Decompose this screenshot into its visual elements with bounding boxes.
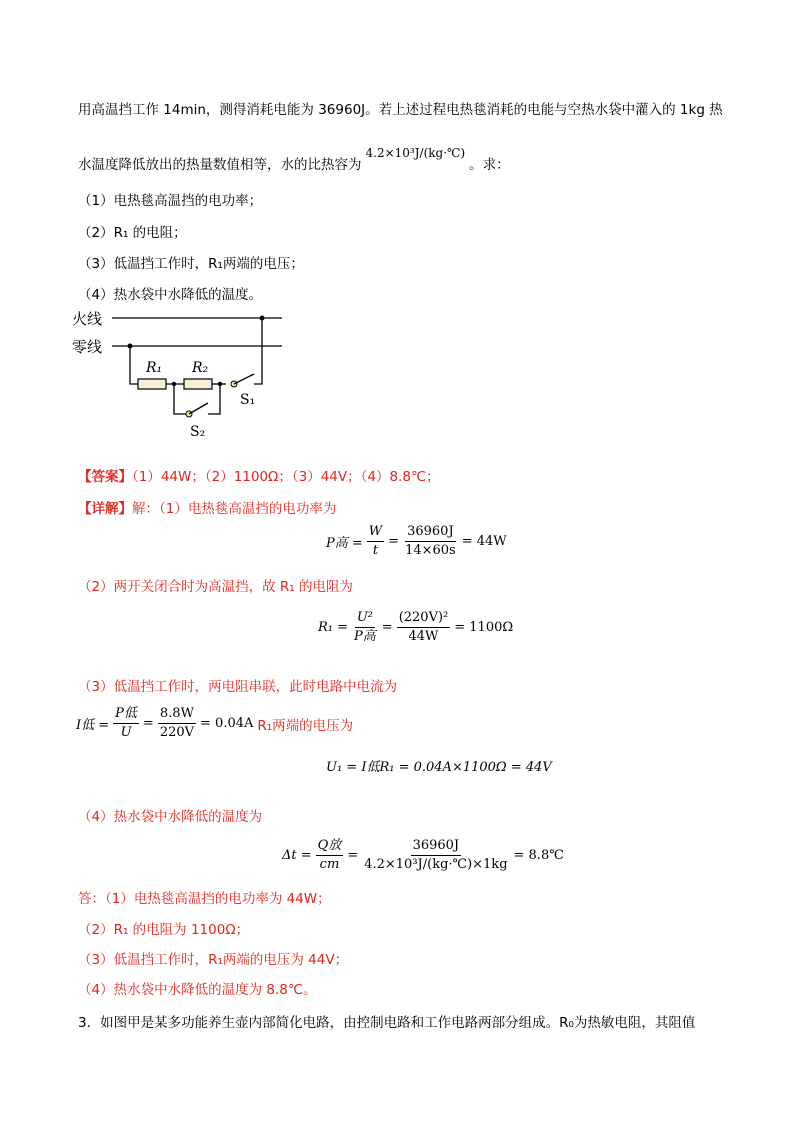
eq-u-line: U₁ = I低R₁ = 0.04A×1100Ω = 44V xyxy=(326,760,552,775)
neutral-wire-label: 零线 xyxy=(72,338,103,356)
eq-r-lhs: R₁ = xyxy=(318,620,349,635)
answer-text: （1）44W；（2）1100Ω；（3）44V；（4）8.8℃； xyxy=(132,469,440,485)
label-s2: S₂ xyxy=(190,424,206,440)
eq-r-eq: = xyxy=(381,620,393,635)
eq-t-frac2 xyxy=(362,838,509,873)
resistor-r2 xyxy=(184,379,212,389)
answer-tag: 【答案】 xyxy=(78,469,132,485)
eq-t-eq: = xyxy=(347,848,359,863)
wire-left xyxy=(130,346,138,384)
eq-p-result: = 44W xyxy=(461,534,507,549)
question-1: （1）电热毯高温挡的电功率； xyxy=(78,193,263,209)
eq-i-num2: 8.8W xyxy=(158,706,196,724)
eq-r-result: = 1100Ω xyxy=(454,620,514,635)
eq-t-den2: 4.2×10³J/(kg·℃)×1kg xyxy=(364,857,508,872)
label-r2: R₂ xyxy=(192,360,209,376)
conclusion-1: 答：（1）电热毯高温挡的电功率为 44W； xyxy=(78,891,331,907)
eq-i-eq: = xyxy=(142,716,154,731)
equation-current xyxy=(76,706,353,741)
switch-s1-blade xyxy=(234,374,254,384)
eq-i-den1: U xyxy=(120,725,132,740)
detail-intro: 解：（1）电热毯高温挡的电功率为 xyxy=(132,501,337,517)
detail-line xyxy=(78,500,336,518)
eq-t-num2: 36960J xyxy=(411,838,462,856)
conclusion-4: （4）热水袋中水降低的温度为 8.8℃。 xyxy=(78,982,317,998)
eq-i-frac2 xyxy=(158,706,196,741)
intro-line-2-prefix: 水温度降低放出的热量数值相等，水的比热容为 xyxy=(78,157,362,173)
detail-step-3b: R₁两端的电压为 xyxy=(257,717,354,734)
eq-r-den2: 44W xyxy=(408,629,439,644)
eq-i-den2: 220V xyxy=(159,725,195,740)
eq-t-den1: cm xyxy=(319,857,340,872)
next-problem: 3．如图甲是某多功能养生壶内部简化电路，由控制电路和工作电路两部分组成。R₀为热敏电阻，其阻值 xyxy=(78,1015,696,1031)
eq-r-frac2 xyxy=(397,610,451,645)
eq-i-frac1 xyxy=(113,706,139,741)
label-s1: S₁ xyxy=(240,392,256,408)
eq-p-num1: W xyxy=(367,524,384,542)
detail-step-3: （3）低温挡工作时，两电阻串联，此时电路中电流为 xyxy=(78,679,398,695)
eq-p-den2: 14×60s xyxy=(405,543,456,558)
specific-heat-formula: 4.2×10³J/(kg·℃) xyxy=(365,146,466,160)
question-3: （3）低温挡工作时，R₁两端的电压； xyxy=(78,256,304,272)
conclusion-2: （2）R₁ 的电阻为 1100Ω； xyxy=(78,922,250,938)
label-r1: R₁ xyxy=(146,360,163,376)
equation-power xyxy=(326,524,507,559)
eq-r-den1: P高 xyxy=(354,629,376,644)
wire-right xyxy=(254,318,262,384)
equation-voltage xyxy=(326,756,552,775)
eq-p-den1: t xyxy=(372,543,379,558)
eq-p-frac1 xyxy=(367,524,384,559)
equation-resistance xyxy=(318,610,513,645)
eq-i-num1: P低 xyxy=(113,706,139,724)
eq-p-frac2 xyxy=(403,524,458,559)
eq-i-result: = 0.04A xyxy=(200,716,254,731)
switch-s2-blade xyxy=(189,403,208,414)
eq-p-num2: 36960J xyxy=(405,524,456,542)
intro-line-2 xyxy=(78,146,510,174)
eq-t-result: = 8.8℃ xyxy=(513,848,564,863)
eq-r-frac1 xyxy=(352,610,378,645)
eq-t-lhs: Δt = xyxy=(282,848,312,863)
circuit-diagram xyxy=(68,302,308,452)
eq-p-eq: = xyxy=(388,534,400,549)
eq-t-num1: Q放 xyxy=(316,838,344,856)
eq-i-lhs: I低 = xyxy=(76,718,110,733)
question-2: （2）R₁ 的电阻； xyxy=(78,225,187,241)
eq-r-num2: (220V)² xyxy=(397,610,451,628)
eq-p-lhs: P高 = xyxy=(326,536,363,551)
resistor-r1 xyxy=(138,379,166,389)
detail-tag: 【详解】 xyxy=(78,501,132,517)
equation-temperature xyxy=(282,838,564,873)
live-wire-label: 火线 xyxy=(72,310,103,328)
eq-r-num1: U² xyxy=(355,610,375,628)
eq-t-frac1 xyxy=(316,838,344,873)
conclusion-3: （3）低温挡工作时，R₁两端的电压为 44V； xyxy=(78,952,349,968)
question-4: （4）热水袋中水降低的温度。 xyxy=(78,287,263,303)
intro-line-1: 用高温挡工作 14min，测得消耗电能为 36960J。若上述过程电热毯消耗的电能与空热水袋中灌入的 1kg 热 xyxy=(78,102,723,118)
detail-step-2: （2）两开关闭合时为高温挡，故 R₁ 的电阻为 xyxy=(78,579,353,595)
answer-line xyxy=(78,468,440,486)
detail-step-4: （4）热水袋中水降低的温度为 xyxy=(78,809,263,825)
intro-line-2-suffix: 。求： xyxy=(469,157,510,173)
